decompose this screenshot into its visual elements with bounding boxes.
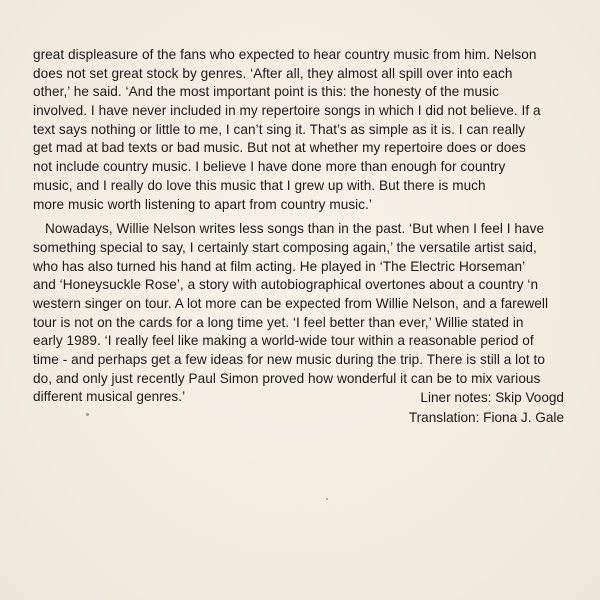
text-line: music, and I really do love this music that I grew up with. But there is much bbox=[33, 177, 486, 193]
text-line: other,’ he said. ‘And the most important point is this: the honesty of the music bbox=[33, 84, 499, 100]
text-line: something special to say, I certainly start composing again,’ the versatile artist said, bbox=[33, 239, 537, 255]
text-line: more music worth listening to apart from country music.’ bbox=[33, 196, 372, 212]
paragraph-2 bbox=[33, 220, 573, 407]
translation-credit: Translation: Fiona J. Gale bbox=[408, 410, 564, 425]
text-line: early 1989. ‘I really feel like making a world-wide tour within a reasonable period of bbox=[33, 333, 534, 349]
text-line: Nowadays, Willie Nelson writes less songs than in the past. ‘But when I feel I have bbox=[45, 221, 545, 237]
paragraph-1 bbox=[33, 46, 573, 214]
text-line: does not set great stock by genres. ‘After all, they almost all spill over into each bbox=[33, 65, 513, 81]
print-speck bbox=[326, 498, 328, 500]
text-line: involved. I have never included in my repertoire songs in which I did not believe. If a bbox=[33, 103, 541, 119]
text-line: great displeasure of the fans who expected to hear country music from him. Nelson bbox=[33, 47, 537, 62]
text-line: get mad at bad texts or bad music. But not at whether my repertoire does or does bbox=[33, 140, 526, 156]
liner-notes-credit: Liner notes: Skip Voogd bbox=[420, 390, 564, 405]
print-speck bbox=[86, 413, 89, 416]
text-line: text says nothing or little to me, I can’t sing it. That’s as simple as it is. I can really bbox=[33, 121, 526, 137]
text-line: not include country music. I believe I have done more than enough for country bbox=[33, 159, 506, 175]
text-line: different musical genres.’ bbox=[33, 389, 186, 405]
text-line: do, and only just recently Paul Simon proved how wonderful it can be to mix various bbox=[33, 370, 541, 386]
text-line: who has also turned his hand at film acting. He played in ‘The Electric Horseman’ bbox=[33, 258, 526, 274]
text-line: time - and perhaps get a few ideas for new music during the trip. There is still a lot to bbox=[33, 352, 545, 367]
credits bbox=[324, 388, 564, 428]
text-line: tour is not on the cards for a long time yet. ‘I feel better than ever,’ Willie stated in bbox=[33, 314, 524, 330]
text-line: and ‘Honeysuckle Rose’, a story with autobiographical overtones about a country ‘n bbox=[33, 277, 539, 293]
liner-notes-body bbox=[33, 46, 573, 407]
text-line: western singer on tour. A lot more can be expected from Willie Nelson, and a farewell bbox=[33, 295, 549, 311]
